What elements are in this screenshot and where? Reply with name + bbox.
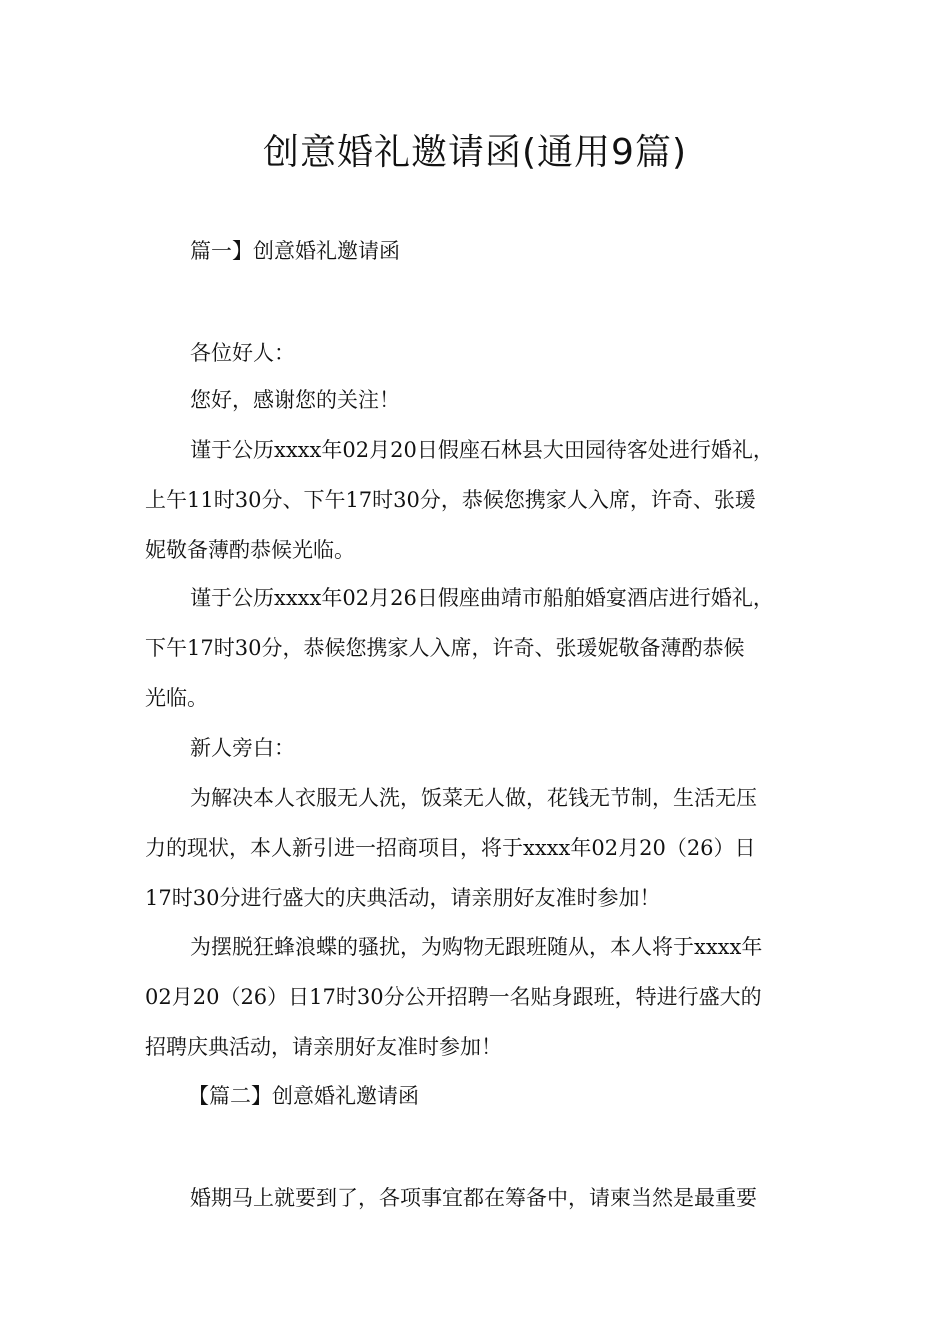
paragraph-line: 婚期马上就要到了，各项事宜都在筹备中，请柬当然是最重要 xyxy=(190,1186,757,1210)
paragraph-line: 17时30分进行盛大的庆典活动，请亲朋好友准时参加！ xyxy=(145,886,661,910)
paragraph-line: 上午11时30分、下午17时30分，恭候您携家人入席，许奇、张瑗 xyxy=(145,488,756,512)
paragraph-line: 光临。 xyxy=(145,686,208,710)
document-title: 创意婚礼邀请函(通用9篇) xyxy=(263,132,687,173)
paragraph-line: 为解决本人衣服无人洗，饭菜无人做，花钱无节制，生活无压 xyxy=(190,786,757,810)
paragraph-line: 妮敬备薄酌恭候光临。 xyxy=(145,538,355,562)
paragraph-line: 招聘庆典活动，请亲朋好友准时参加！ xyxy=(145,1035,502,1059)
paragraph-line: 您好，感谢您的关注！ xyxy=(190,388,400,412)
section-heading: 篇一】创意婚礼邀请函 xyxy=(190,239,400,263)
paragraph-line: 新人旁白： xyxy=(190,736,295,760)
paragraph-line: 力的现状，本人新引进一招商项目，将于xxxx年02月20（26）日 xyxy=(145,836,756,860)
section-heading: 【篇二】创意婚礼邀请函 xyxy=(188,1084,419,1108)
paragraph-line: 02月20（26）日17时30分公开招聘一名贴身跟班，特进行盛大的 xyxy=(145,985,762,1009)
paragraph-line: 谨于公历xxxx年02月26日假座曲靖市船舶婚宴酒店进行婚礼， xyxy=(190,586,774,610)
paragraph-line: 为摆脱狂蜂浪蝶的骚扰，为购物无跟班随从，本人将于xxxx年 xyxy=(190,935,763,959)
paragraph-line: 各位好人： xyxy=(190,341,295,365)
paragraph-line: 谨于公历xxxx年02月20日假座石林县大田园待客处进行婚礼， xyxy=(190,438,774,462)
paragraph-line: 下午17时30分，恭候您携家人入席，许奇、张瑗妮敬备薄酌恭候 xyxy=(145,636,745,660)
